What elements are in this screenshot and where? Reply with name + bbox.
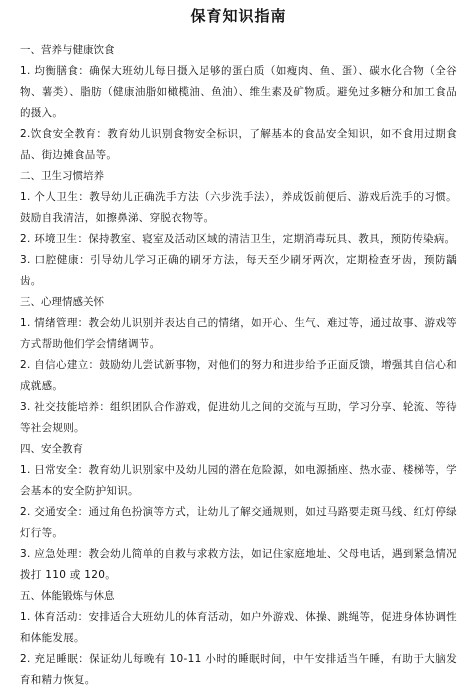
section-heading-safety: 四、安全教育: [20, 443, 83, 455]
paragraph-balanced-diet: 1. 均衡膳食：确保大班幼儿每日摄入足够的蛋白质（如瘦肉、鱼、蛋）、碳水化合物（全谷物、薯类）、脂肪（健康油脂如橄榄油、鱼油）、维生素及矿物质。避免过多糖分和加工食品的摄入。: [20, 65, 457, 119]
section-heading-exercise-rest: 五、体能锻炼与休息: [20, 590, 115, 602]
paragraph-personal-hygiene: 1. 个人卫生：教导幼儿正确洗手方法（六步洗手法），养成饭前便后、游戏后洗手的习惯。鼓励自我清洁，如擦鼻涕、穿脱衣物等。: [20, 191, 457, 224]
paragraph-confidence: 2. 自信心建立：鼓励幼儿尝试新事物，对他们的努力和进步给予正面反馈，增强其自信心和成就感。: [20, 359, 457, 392]
section-heading-emotional-care: 三、心理情感关怀: [20, 296, 104, 308]
paragraph-daily-safety: 1. 日常安全：教育幼儿识别家中及幼儿园的潜在危险源，如电源插座、热水壶、楼梯等，学会基本的安全防护知识。: [20, 464, 457, 497]
section-heading-nutrition: 一、营养与健康饮食: [20, 44, 115, 56]
paragraph-social-skills: 3. 社交技能培养：组织团队合作游戏，促进幼儿之间的交流与互助，学习分享、轮流、等待等社会规则。: [20, 401, 457, 434]
paragraph-oral-health: 3. 口腔健康：引导幼儿学习正确的刷牙方法，每天至少刷牙两次，定期检查牙齿，预防龋齿。: [20, 254, 457, 287]
paragraph-emergency: 3. 应急处理：教会幼儿简单的自救与求救方法，如记住家庭地址、父母电话，遇到紧急情况拨打 110 或 120。: [20, 548, 457, 581]
paragraph-sleep: 2. 充足睡眠：保证幼儿每晚有 10-11 小时的睡眠时间，中午安排适当午睡，有助于大脑发育和精力恢复。: [20, 653, 457, 686]
paragraph-emotion-management: 1. 情绪管理：教会幼儿识别并表达自己的情绪，如开心、生气、难过等，通过故事、游戏等方式帮助他们学会情绪调节。: [20, 317, 457, 350]
paragraph-environment-hygiene: 2. 环境卫生：保持教室、寝室及活动区域的清洁卫生，定期消毒玩具、教具，预防传染病。: [20, 233, 456, 245]
paragraph-traffic-safety: 2. 交通安全：通过角色扮演等方式，让幼儿了解交通规则，如过马路要走斑马线、红灯停绿灯行等。: [20, 506, 457, 539]
paragraph-physical-activity: 1. 体育活动：安排适合大班幼儿的体育活动，如户外游戏、体操、跳绳等，促进身体协调性和体能发展。: [20, 611, 457, 644]
paragraph-food-safety: 2.饮食安全教育：教育幼儿识别食物安全标识，了解基本的食品安全知识，如不食用过期食品、街边摊食品等。: [20, 128, 457, 161]
section-heading-hygiene: 二、卫生习惯培养: [20, 170, 104, 182]
document-title: 保育知识指南: [190, 7, 287, 25]
